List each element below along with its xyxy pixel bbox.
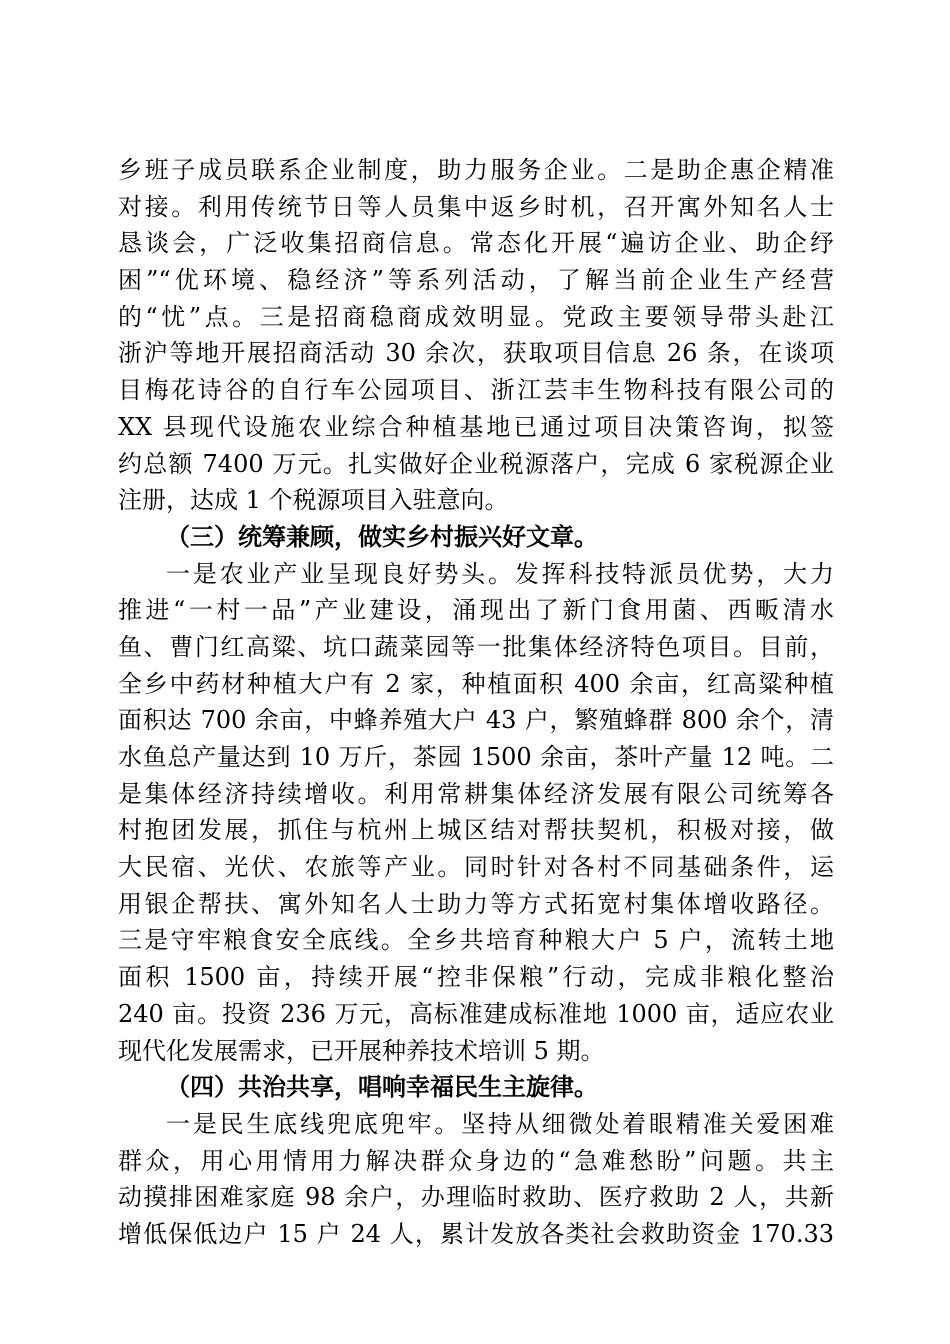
section-heading: （四）共治共享，唱响幸福民生主旋律。 [166,1072,598,1102]
paragraph-line: 村抱团发展，抓住与杭州上城区结对帮扶契机，积极对接，做 [118,816,834,845]
paragraph-line: 三是守牢粮食安全底线。全乡共培育种粮大户 5 户，流转土地 [118,926,834,955]
paragraph-line: 大民宿、光伏、农旅等产业。同时针对各村不同基础条件，运 [118,853,834,882]
paragraph-line: 浙沪等地开展招商活动 30 余次，获取项目信息 26 条，在谈项 [118,339,834,368]
paragraph-line: 的“忧”点。三是招商稳商成效明显。党政主要领导带头赴江 [118,302,834,331]
section-heading: （三）统筹兼顾，做实乡村振兴好文章。 [166,521,598,551]
paragraph-line: 约总额 7400 万元。扎实做好企业税源落户，完成 6 家税源企业 [118,449,834,478]
paragraph-line: 是集体经济持续增收。利用常耕集体经济发展有限公司统筹各 [118,779,834,808]
paragraph-line: 用银企帮扶、寓外知名人士助力等方式拓宽村集体增收路径。 [118,889,834,918]
document-body [118,152,834,1253]
paragraph-line: 对接。利用传统节日等人员集中返乡时机，召开寓外知名人士 [118,192,834,221]
paragraph-line: 面积 1500 亩，持续开展“控非保粮”行动，完成非粮化整治 [118,963,834,992]
paragraph-line: 面积达 700 余亩，中蜂养殖大户 43 户，繁殖蜂群 800 余个，清 [118,706,834,735]
paragraph-line: 恳谈会，广泛收集招商信息。常态化开展“遍访企业、助企纾 [118,229,834,258]
paragraph-line: 目梅花诗谷的自行车公园项目、浙江芸丰生物科技有限公司的 [118,376,834,405]
paragraph-line: 动摸排困难家庭 98 余户，办理临时救助、医疗救助 2 人，共新 [118,1183,834,1212]
paragraph-line: 困”“优环境、稳经济”等系列活动，了解当前企业生产经营 [118,266,834,295]
paragraph-line: 鱼、曹门红高粱、坑口蔬菜园等一批集体经济特色项目。目前， [118,632,834,661]
paragraph-line: 乡班子成员联系企业制度，助力服务企业。二是助企惠企精准 [118,156,834,184]
paragraph-line: 全乡中药材种植大户有 2 家，种植面积 400 余亩，红高粱种植 [118,669,834,698]
paragraph-line: 现代化发展需求，已开展种养技术培训 5 期。 [118,1036,605,1065]
paragraph-line: 240 亩。投资 236 万元，高标准建成标准地 1000 亩，适应农业 [118,999,834,1028]
paragraph-line: 一是农业产业呈现良好势头。发挥科技特派员优势，大力 [166,559,834,588]
paragraph-line: 注册，达成 1 个税源项目入驻意向。 [118,486,509,515]
paragraph-line: XX 县现代设施农业综合种植基地已通过项目决策咨询，拟签 [118,412,834,441]
paragraph-line: 推进“一村一品”产业建设，涌现出了新门食用菌、西畈清水 [118,596,834,625]
paragraph-line: 一是民生底线兜底兜牢。坚持从细微处着眼精准关爱困难 [166,1109,834,1138]
paragraph-line: 增低保低边户 15 户 24 人，累计发放各类社会救助资金 170.33 [118,1219,834,1248]
paragraph-line: 群众，用心用情用力解决群众身边的“急难愁盼”问题。共主 [118,1146,834,1175]
paragraph-line: 水鱼总产量达到 10 万斤，茶园 1500 余亩，茶叶产量 12 吨。二 [118,743,834,771]
